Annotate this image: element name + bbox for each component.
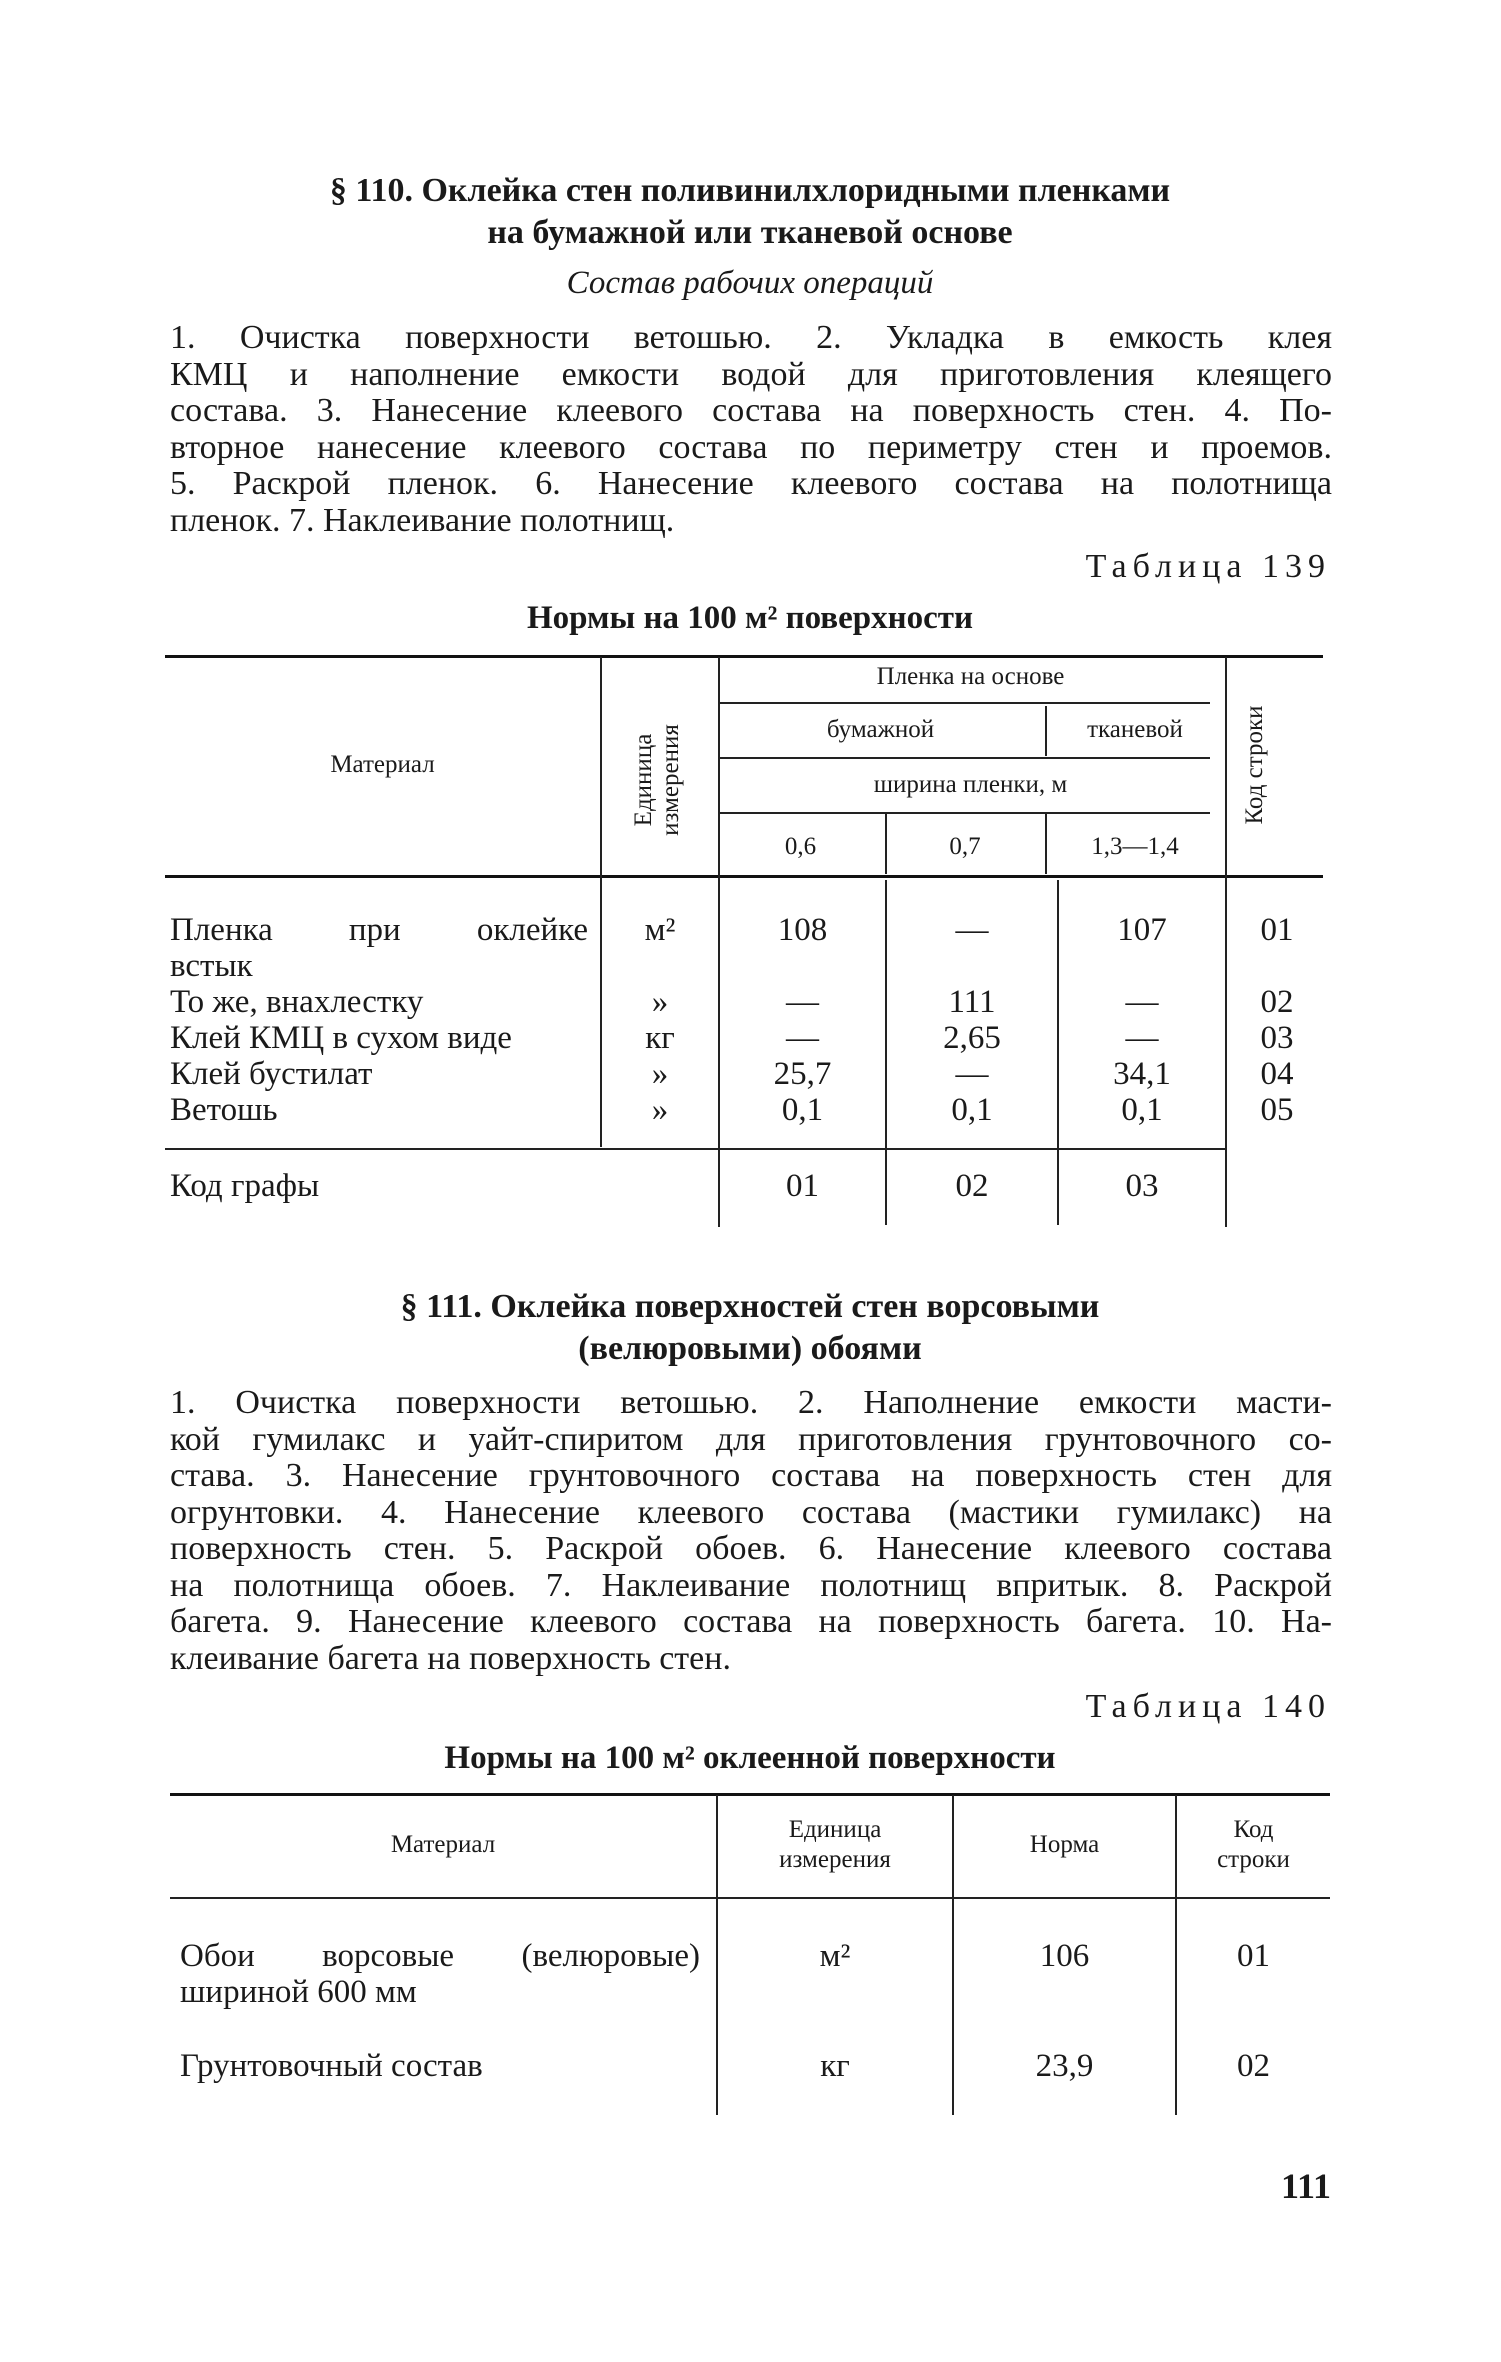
section-111-title [170, 1286, 1330, 1370]
value-cell: 0,1 [781, 1092, 824, 1128]
value-cell: 2,65 [943, 1020, 1001, 1056]
section-110-subtitle: Состав рабочих операций [566, 265, 934, 301]
header-fabric: тканевой [1087, 716, 1183, 743]
header-unit: Единица измерения [630, 724, 684, 836]
norm-cell: 23,9 [1035, 2048, 1094, 2084]
value-cell: — [1125, 984, 1159, 1020]
header-paper: бумажной [826, 716, 935, 743]
unit-cell: кг [820, 2048, 850, 2084]
table-rule [170, 1897, 1330, 1899]
code-cell: 02 [1237, 2048, 1270, 2084]
header-width-0-6: 0,6 [784, 833, 817, 860]
table-140-caption: Нормы на 100 м² оклеенной поверхности [444, 1740, 1056, 1776]
header-code: Код строки [1241, 705, 1268, 825]
page-number: 111 [1280, 2166, 1331, 2206]
unit-cell: » [651, 984, 669, 1020]
column-code: 03 [1125, 1168, 1159, 1204]
material-cell-cont: встык [170, 948, 253, 984]
paragraph-line: 5. Раскрой пленок. 6. Нанесение клеевого состава на полотнища [170, 465, 1332, 502]
unit-cell: » [651, 1092, 669, 1128]
table-rule [718, 702, 1210, 704]
unit-cell: » [651, 1056, 669, 1092]
material-cell: Грунтовочный состав [180, 2048, 483, 2084]
table-140-label: Таблица 140 [1085, 1688, 1331, 1725]
value-cell: 0,1 [1121, 1092, 1163, 1128]
section-111-title-line-2: (велюровыми) обоями [578, 1330, 922, 1367]
material-cell: Клей КМЦ в сухом виде [170, 1020, 512, 1056]
code-cell: 01 [1237, 1938, 1270, 1974]
header-material: Материал [330, 751, 435, 778]
code-cell: 04 [1260, 1056, 1294, 1092]
paragraph-line: клеивание багета на поверхность стен. [170, 1639, 731, 1677]
paragraph-line: на полотнища обоев. 7. Наклеивание полотнищ впритык. 8. Раскрой [170, 1566, 1332, 1604]
section-110-title-line-1: § 110. Оклейка стен поливинилхлоридными пленками [329, 172, 1171, 209]
value-cell: — [955, 912, 989, 948]
table-rule [170, 1793, 1330, 1796]
material-cell: Ветошь [170, 1092, 278, 1128]
norm-cell: 106 [1039, 1938, 1090, 1974]
paragraph-line: става. 3. Нанесение грунтовочного состава на поверхность стен для [170, 1457, 1332, 1494]
header-code: Код строки [1217, 1816, 1290, 1873]
paragraph-line: кой гумилакс и уайт-спиритом для приготовления грунтовочного со- [170, 1420, 1332, 1458]
paragraph-line: пленок. 7. Наклеивание полотнищ. [170, 501, 675, 539]
table-rule [718, 757, 1210, 759]
column-code: 01 [786, 1168, 819, 1204]
unit-cell: м² [819, 1938, 851, 1974]
table-rule [165, 655, 1323, 658]
paragraph-line: багета. 9. Нанесение клеевого состава на поверхность багета. 10. На- [170, 1603, 1332, 1640]
column-code: 02 [955, 1168, 989, 1204]
code-cell: 03 [1260, 1020, 1294, 1056]
value-cell: 34,1 [1113, 1056, 1171, 1092]
header-norm: Норма [1029, 1831, 1100, 1858]
section-110-title-line-2: на бумажной или тканевой основе [487, 214, 1013, 251]
paragraph-line: огрунтовки. 4. Нанесение клеевого состава (мастики гумилакс) на [170, 1493, 1332, 1531]
section-111-title-line-1: § 111. Оклейка поверхностей стен ворсовыми [400, 1288, 1100, 1325]
unit-cell: м² [644, 912, 676, 948]
paragraph-line: КМЦ и наполнение емкости водой для приготовления клеящего [170, 355, 1332, 393]
value-cell: 111 [948, 984, 996, 1020]
header-film-base: Пленка на основе [876, 663, 1065, 690]
header-unit: Единица измерения [779, 1816, 891, 1873]
section-111-paragraph [170, 1385, 1332, 1677]
code-cell: 01 [1260, 912, 1294, 948]
section-110-title [170, 170, 1330, 254]
table-139-label: Таблица 139 [1085, 548, 1331, 585]
header-width-0-7: 0,7 [949, 833, 981, 860]
section-110-paragraph [170, 320, 1332, 539]
value-cell: — [1125, 1020, 1159, 1056]
value-cell: 107 [1117, 912, 1167, 948]
table-rule [718, 812, 1210, 814]
value-cell: — [786, 984, 819, 1020]
table-rule [165, 1148, 1225, 1150]
value-cell: — [786, 1020, 819, 1056]
material-cell-cont: шириной 600 мм [180, 1974, 417, 2010]
column-code-label: Код графы [170, 1168, 320, 1204]
material-cell: Клей бустилат [170, 1056, 373, 1092]
paragraph-line: состава. 3. Нанесение клеевого состава на поверхность стен. 4. По- [170, 392, 1332, 429]
value-cell: 0,1 [951, 1092, 993, 1128]
paragraph-line: вторное нанесение клеевого состава по периметру стен и проемов. [170, 428, 1332, 466]
value-cell: 25,7 [773, 1056, 832, 1092]
material-cell: Обои ворсовые (велюровые) [180, 1938, 700, 1974]
header-width-1-3: 1,3—1,4 [1091, 833, 1179, 860]
unit-cell: кг [645, 1020, 675, 1056]
table-rule [165, 875, 1323, 878]
material-cell: Пленка при оклейке [170, 912, 588, 948]
paragraph-line: 1. Очистка поверхности ветошью. 2. Наполнение емкости масти- [170, 1384, 1332, 1421]
code-cell: 02 [1260, 984, 1294, 1020]
paragraph-line: поверхность стен. 5. Раскрой обоев. 6. Нанесение клеевого состава [170, 1530, 1332, 1567]
paragraph-line: 1. Очистка поверхности ветошью. 2. Укладка в емкость клея [170, 319, 1332, 356]
value-cell: 108 [777, 912, 828, 948]
code-cell: 05 [1260, 1092, 1294, 1128]
header-film-width: ширина пленки, м [873, 771, 1068, 798]
table-139-caption: Нормы на 100 м² поверхности [526, 600, 974, 636]
value-cell: — [955, 1056, 989, 1092]
header-material: Материал [390, 1831, 496, 1858]
material-cell: То же, внахлестку [170, 984, 424, 1020]
